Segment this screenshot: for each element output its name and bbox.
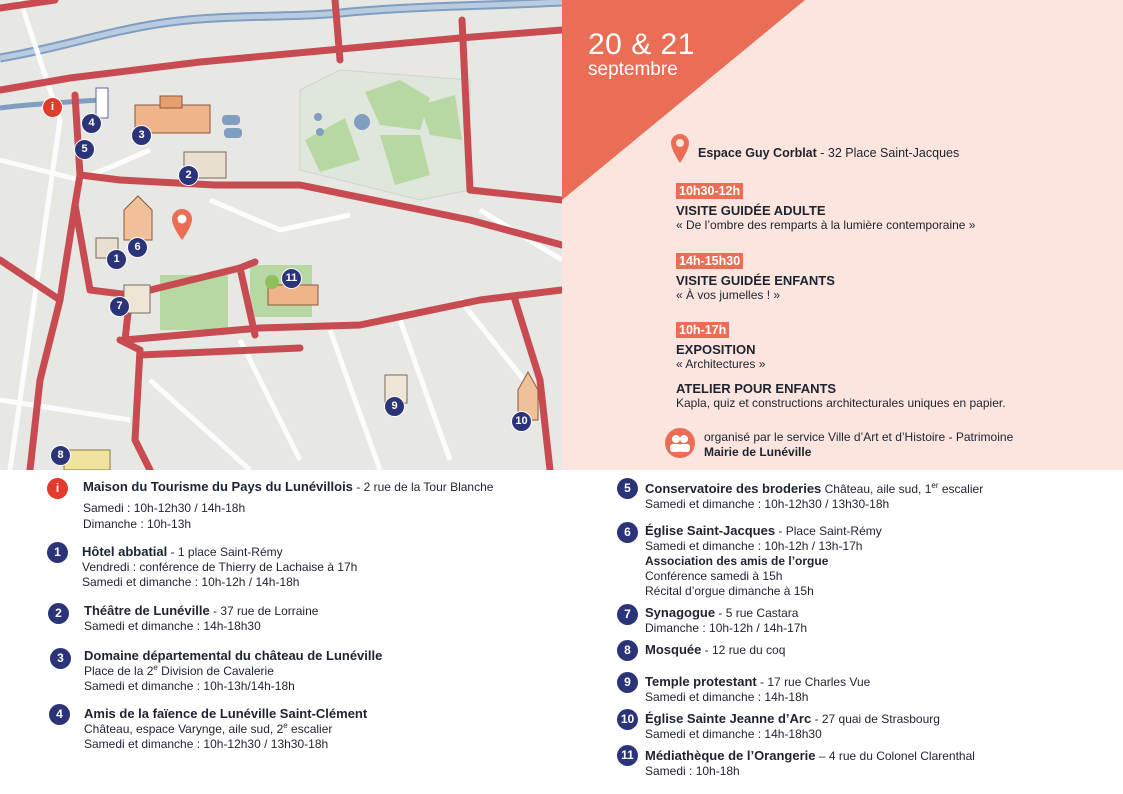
info-icon: i: [47, 478, 68, 499]
place-address: - 17 rue Charles Vue: [756, 675, 871, 689]
place-address: - 37 rue de Lorraine: [209, 604, 319, 618]
event-date: [588, 30, 695, 79]
place-number: 11: [617, 745, 638, 766]
place-tourism-office: [83, 479, 493, 532]
place-number: 10: [617, 709, 638, 730]
place-address: - Place Saint-Rémy: [775, 524, 882, 538]
event-kids-tour: [676, 253, 835, 303]
map-marker-10[interactable]: 10: [511, 411, 532, 432]
place-name: Temple protestant: [645, 674, 757, 689]
place-address: - 2 rue de la Tour Blanche: [352, 480, 494, 494]
place-hours: Dimanche : 10h-12h / 14h-17h: [645, 621, 808, 635]
place-number: 4: [49, 704, 70, 725]
place-hours: Samedi : 10h-12h30 / 14h-18h: [83, 501, 246, 515]
place-address: - 1 place Saint-Rémy: [167, 545, 283, 559]
place-address: Château, espace Varynge, aile sud, 2e escalier: [84, 721, 333, 736]
place-number: 7: [617, 604, 638, 625]
place-hours: Samedi et dimanche : 10h-12h30 / 13h30-18h: [84, 737, 329, 751]
place-number: 6: [617, 522, 638, 543]
place-name: Amis de la faïence de Lunéville Saint-Clément: [84, 706, 368, 721]
place-mosquee: [645, 642, 785, 658]
place-theatre: [84, 603, 318, 634]
date-days: 20 & 21: [588, 28, 695, 61]
place-eglise-jeanne-arc: [645, 711, 940, 742]
place-hotel-abbatial: [82, 544, 357, 590]
event-time-badge: 10h-17h: [676, 322, 729, 338]
place-synagogue: [645, 605, 807, 636]
place-hours: Samedi et dimanche : 14h-18h30: [645, 727, 822, 741]
place-address: – 4 rue du Colonel Clarenthal: [815, 749, 975, 763]
place-hours: Samedi et dimanche : 10h-12h / 13h-17h: [645, 539, 863, 553]
place-mediatheque: [645, 748, 975, 779]
map-marker-1[interactable]: 1: [106, 249, 127, 270]
place-address: - 12 rue du coq: [701, 643, 786, 657]
place-temple: [645, 674, 870, 705]
event-detail: « De l’ombre des remparts à la lumière contemporaine »: [676, 218, 976, 232]
place-number: 9: [617, 672, 638, 693]
place-event: Récital d’orgue dimanche à 15h: [645, 584, 814, 598]
event-panel: [562, 0, 1123, 470]
organizer-line: organisé par le service Ville d’Art et d’Histoire - Patrimoine: [704, 430, 1014, 444]
place-address: - 27 quai de Strasbourg: [811, 712, 940, 726]
place-address: - 5 rue Castara: [715, 606, 799, 620]
place-hours: Samedi et dimanche : 10h-12h30 / 13h30-18h: [645, 497, 890, 511]
place-event: Conférence samedi à 15h: [645, 569, 783, 583]
place-address: Château, aile sud, 1er escalier: [821, 481, 984, 496]
map-marker-6[interactable]: 6: [127, 237, 148, 258]
association-name: Association des amis de l’orgue: [645, 554, 829, 568]
place-eglise-saint-jacques: [645, 523, 882, 599]
event-title: VISITE GUIDÉE ENFANTS: [676, 273, 835, 288]
map-marker-3[interactable]: 3: [131, 125, 152, 146]
place-broderies: [645, 481, 983, 512]
place-hours: Samedi et dimanche : 10h-13h/14h-18h: [84, 679, 295, 693]
event-exhibition: [676, 322, 765, 372]
place-name: Hôtel abbatial: [82, 544, 168, 559]
place-number: 2: [48, 603, 69, 624]
event-time-badge: 10h30-12h: [676, 183, 743, 199]
place-hours: Samedi et dimanche : 14h-18h30: [84, 619, 261, 633]
place-name: Conservatoire des broderies: [645, 481, 822, 496]
map-marker-11[interactable]: 11: [281, 268, 302, 289]
place-number: 3: [50, 648, 71, 669]
place-name: Théâtre de Lunéville: [84, 603, 210, 618]
city-map[interactable]: [0, 0, 562, 470]
event-adult-tour: [676, 183, 975, 233]
venue-line: [698, 146, 959, 160]
event-title: ATELIER POUR ENFANTS: [676, 381, 837, 396]
venue-name: Espace Guy Corblat: [698, 146, 817, 160]
place-name: Domaine départemental du château de Lunéville: [84, 648, 383, 663]
map-marker-5[interactable]: 5: [74, 139, 95, 160]
place-number: 5: [617, 478, 638, 499]
map-marker-8[interactable]: 8: [50, 445, 71, 466]
map-marker-info[interactable]: i: [42, 97, 63, 118]
place-name: Église Sainte Jeanne d’Arc: [645, 711, 812, 726]
place-name: Église Saint-Jacques: [645, 523, 776, 538]
place-address: Place de la 2e Division de Cavalerie: [84, 663, 274, 678]
map-marker-2[interactable]: 2: [178, 165, 199, 186]
place-name: Mosquée: [645, 642, 702, 657]
place-hours: Vendredi : conférence de Thierry de Lachaise à 17h: [82, 560, 358, 574]
event-detail: « Architectures »: [676, 357, 766, 371]
people-icon: [665, 428, 695, 458]
place-hours: Dimanche : 10h-13h: [83, 517, 192, 531]
venue-pin-icon[interactable]: [171, 208, 193, 242]
place-faience: [84, 706, 367, 752]
place-hours: Samedi : 10h-18h: [645, 764, 740, 778]
date-month: septembre: [588, 59, 678, 80]
event-time-badge: 14h-15h30: [676, 253, 743, 269]
organizer-name: Mairie de Lunéville: [704, 445, 812, 459]
event-title: VISITE GUIDÉE ADULTE: [676, 203, 826, 218]
organizer: [704, 430, 1013, 460]
place-name: Maison du Tourisme du Pays du Lunévillois: [83, 479, 353, 494]
place-name: Synagogue: [645, 605, 716, 620]
place-number: 8: [617, 640, 638, 661]
event-detail: « À vos jumelles ! »: [676, 288, 781, 302]
event-detail: Kapla, quiz et constructions architecturales uniques en papier.: [676, 396, 1006, 410]
map-marker-7[interactable]: 7: [109, 296, 130, 317]
place-number: 1: [47, 542, 68, 563]
place-name: Médiathèque de l’Orangerie: [645, 748, 816, 763]
venue-address: - 32 Place Saint-Jacques: [816, 146, 960, 160]
place-hours: Samedi et dimanche : 14h-18h: [645, 690, 809, 704]
place-hours: Samedi et dimanche : 10h-12h / 14h-18h: [82, 575, 300, 589]
location-pin-icon: [670, 133, 690, 164]
map-background: [0, 0, 562, 470]
map-marker-4[interactable]: 4: [81, 113, 102, 134]
map-marker-9[interactable]: 9: [384, 396, 405, 417]
event-title: EXPOSITION: [676, 342, 756, 357]
event-workshop: [676, 381, 1006, 411]
place-chateau: [84, 648, 382, 694]
